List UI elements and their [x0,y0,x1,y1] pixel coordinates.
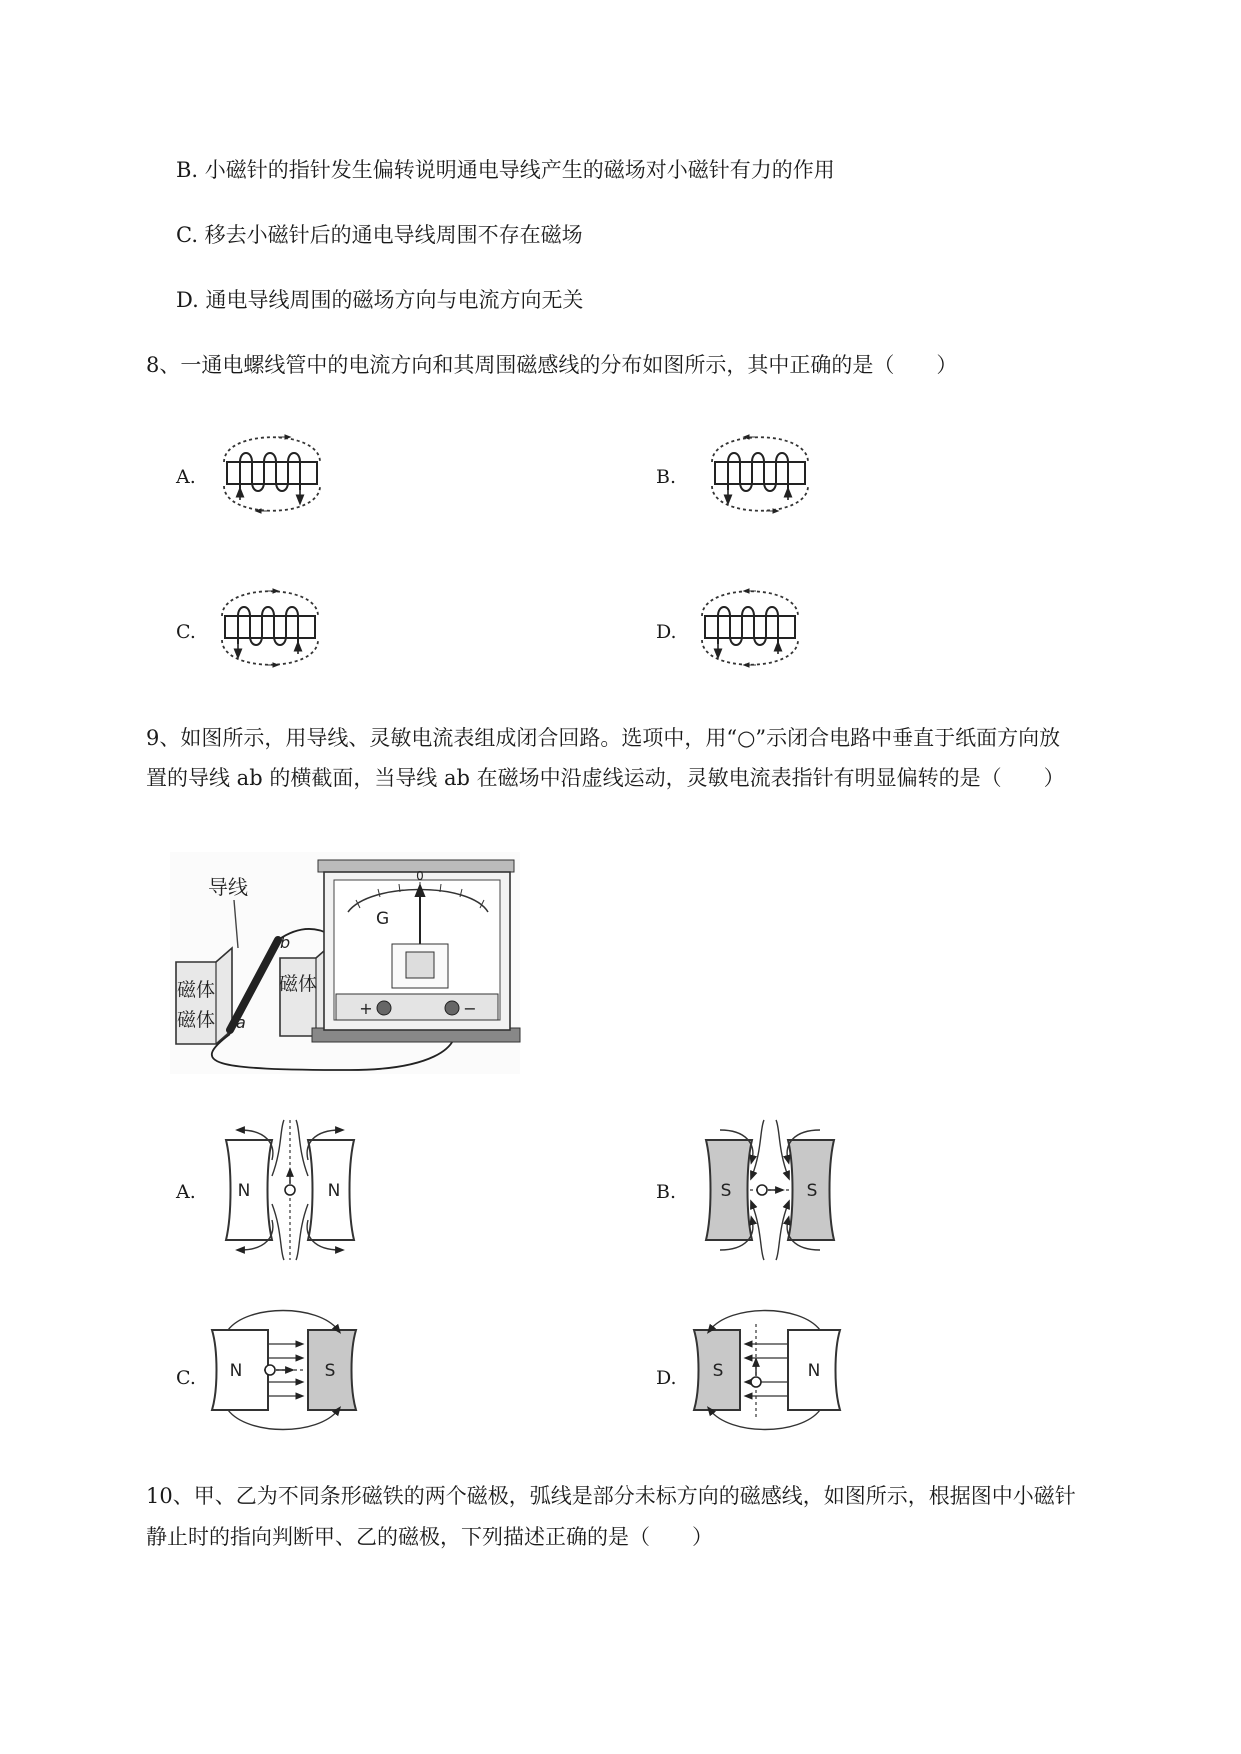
left-magnet-label-bottom: 磁体 [176,1009,216,1031]
pole-c-right: S [324,1361,336,1381]
q7-option-b: B. 小磁针的指针发生偏转说明通电导线产生的磁场对小磁针有力的作用 [176,158,835,182]
right-magnet-label: 磁体 [278,973,318,995]
field-diagram-b [690,1120,850,1260]
solenoid-diagram-a [212,424,332,524]
q8-label-d: D. [656,621,677,643]
q8-label-c: C. [176,621,196,643]
pole-d-right: N [807,1361,821,1381]
field-diagram-a [210,1120,370,1260]
field-diagram-d [690,1300,850,1440]
q10-stem-line2: 静止时的指向判断甲、乙的磁极，下列描述正确的是（ ） [146,1525,713,1549]
wire-end-b: b [280,933,291,952]
galvanometer-apparatus-diagram [170,852,520,1074]
pole-d-left: S [712,1361,724,1381]
q9-label-d: D. [656,1367,677,1389]
q7-option-c: C. 移去小磁针后的通电导线周围不存在磁场 [176,223,583,247]
wire-label: 导线 [208,875,248,899]
meter-letter: G [376,909,390,929]
q9-label-b: B. [656,1181,677,1203]
q7-option-d: D. 通电导线周围的磁场方向与电流方向无关 [176,288,584,312]
solenoid-diagram-d [690,578,810,678]
q8-stem: 8、一通电螺线管中的电流方向和其周围磁感线的分布如图所示，其中正确的是（ ） [146,353,958,377]
pole-a-left: N [237,1181,251,1201]
meter-plus: + [359,999,373,1018]
q10-stem-line1: 10、甲、乙为不同条形磁铁的两个磁极，弧线是部分未标方向的磁感线，如图所示，根据图中小磁针 [146,1484,1076,1508]
wire-end-a: a [236,1013,246,1032]
meter-minus: − [463,999,477,1018]
pole-a-right: N [327,1181,341,1201]
q9-stem-line1: 9、如图所示，用导线、灵敏电流表组成闭合回路。选项中，用“○”示闭合电路中垂直于纸面方向放 [146,726,1061,750]
pole-b-right: S [806,1181,818,1201]
meter-zero: 0 [416,869,424,883]
solenoid-diagram-b [700,424,820,524]
q8-label-b: B. [656,466,677,488]
field-diagram-c [208,1300,368,1440]
q9-stem-line2: 置的导线 ab 的横截面，当导线 ab 在磁场中沿虚线运动，灵敏电流表指针有明显偏转的是（ ） [146,766,1065,790]
solenoid-diagram-c [210,578,330,678]
pole-c-left: N [229,1361,243,1381]
q8-label-a: A. [176,466,196,488]
q9-label-a: A. [176,1181,196,1203]
left-magnet-label-top: 磁体 [176,979,216,1001]
q9-label-c: C. [176,1367,196,1389]
pole-b-left: S [720,1181,732,1201]
